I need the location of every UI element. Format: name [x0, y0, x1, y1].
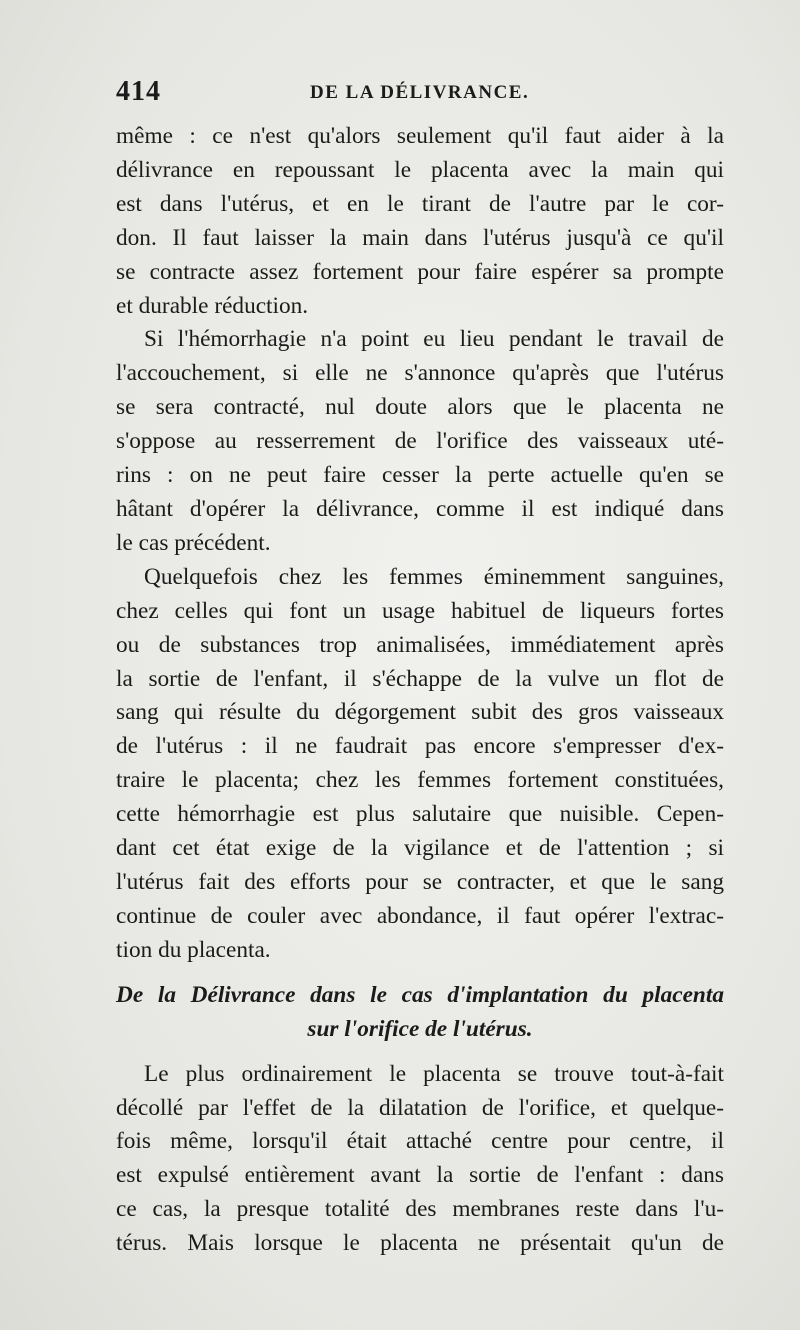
paragraph-1: [116, 120, 724, 323]
paragraph-4: [116, 1058, 724, 1261]
text-line: ce cas, la presque totalité des membranes reste dans l'u-: [116, 1196, 724, 1223]
text-line: l'accouchement, si elle ne s'annonce qu'après que l'utérus: [116, 360, 724, 387]
text-line: chez celles qui font un usage habituel de liqueurs fortes: [116, 597, 724, 624]
text-line: est dans l'utérus, et en le tirant de l'autre par le cor-: [116, 190, 724, 217]
text-line: s'oppose au resserrement de l'orifice des vaisseaux uté-: [116, 428, 724, 455]
text-line: le cas précédent.: [116, 529, 271, 556]
text-line: Le plus ordinairement le placenta se trouve tout-à-fait: [144, 1060, 724, 1087]
section-title-line-2: sur l'orifice de l'utérus.: [307, 1015, 533, 1042]
text-line: se contracte assez fortement pour faire espérer sa prompte: [116, 258, 724, 285]
page-number: 414: [116, 76, 161, 107]
text-line: décollé par l'effet de la dilatation de l'orifice, et quelque-: [116, 1094, 724, 1121]
text-line: hâtant d'opérer la délivrance, comme il est indiqué dans: [116, 495, 724, 522]
text-line: est expulsé entièrement avant la sortie de l'enfant : dans: [116, 1162, 724, 1189]
text-line: fois même, lorsqu'il était attaché centre pour centre, il: [116, 1128, 724, 1155]
text-line: se sera contracté, nul doute alors que le placenta ne: [116, 394, 724, 421]
paragraph-2: [116, 323, 724, 560]
text-line: térus. Mais lorsque le placenta ne présentait qu'un de: [116, 1230, 724, 1257]
text-line: et durable réduction.: [116, 292, 309, 319]
text-line: sang qui résulte du dégorgement subit des gros vaisseaux: [116, 699, 724, 726]
text-line: même : ce n'est qu'alors seulement qu'il faut aider à la: [116, 123, 724, 149]
text-line: rins : on ne peut faire cesser la perte actuelle qu'en se: [116, 462, 724, 489]
section-title-line-1: De la Délivrance dans le cas d'implantation du placenta: [116, 981, 724, 1008]
text-line: délivrance en repoussant le placenta avec la main qui: [116, 156, 724, 183]
text-line: tion du placenta.: [116, 936, 271, 963]
page-header: [116, 76, 726, 116]
paragraph-3: [116, 561, 724, 968]
text-line: de l'utérus : il ne faudrait pas encore s'empresser d'ex-: [116, 733, 724, 760]
text-line: cette hémorrhagie est plus salutaire que nuisible. Cepen-: [116, 801, 724, 828]
text-line: Si l'hémorrhagie n'a point eu lieu pendant le travail de: [144, 326, 724, 353]
text-line: don. Il faut laisser la main dans l'utérus jusqu'à ce qu'il: [116, 224, 724, 251]
text-line: dant cet état exige de la vigilance et de l'attention ; si: [116, 835, 724, 862]
text-line: Quelquefois chez les femmes éminemment sanguines,: [144, 563, 724, 590]
text-line: l'utérus fait des efforts pour se contracter, et que le sang: [116, 868, 724, 895]
section-title: [116, 978, 724, 1046]
text-line: traire le placenta; chez les femmes fortement constituées,: [116, 767, 724, 794]
running-head: DE LA DÉLIVRANCE.: [310, 82, 530, 103]
text-line: ou de substances trop animalisées, immédiatement après: [116, 631, 724, 658]
text-line: la sortie de l'enfant, il s'échappe de la vulve un flot de: [116, 665, 724, 692]
body-text: [116, 120, 724, 1261]
text-line: continue de couler avec abondance, il faut opérer l'extrac-: [116, 902, 724, 929]
